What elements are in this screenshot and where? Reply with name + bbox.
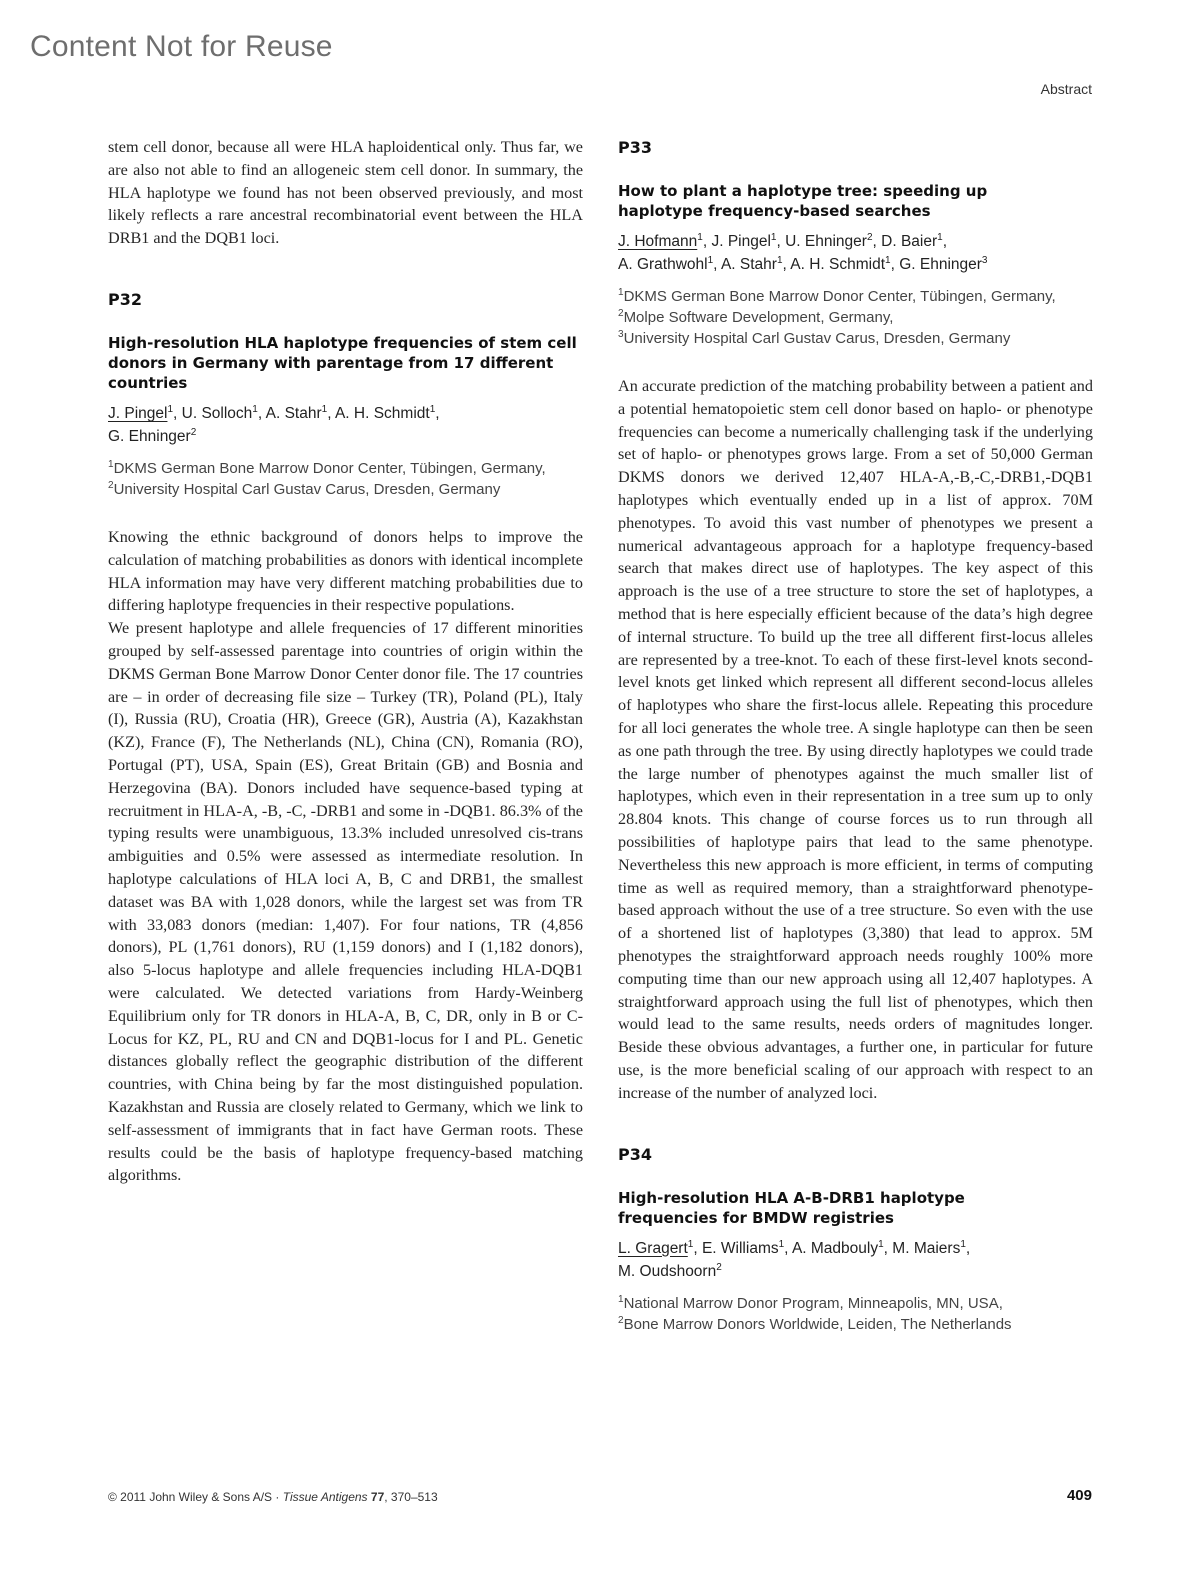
author: D. Baier bbox=[881, 233, 938, 250]
abstract-title: High-resolution HLA haplotype frequencies of stem cell donors in Germany with parentage from 17 different countries bbox=[108, 333, 577, 392]
author: U. Ehninger bbox=[785, 233, 867, 250]
abstract-body bbox=[618, 375, 1093, 1105]
body-paragraph: Knowing the ethnic background of donors helps to improve the calculation of matching probabilities as donors with identical incomplete HLA information may have very different matching probabilities due to differing haplotype frequencies in their respective populations. bbox=[108, 527, 583, 615]
affiliation: National Marrow Donor Program, Minneapolis, MN, USA, bbox=[623, 1294, 1003, 1312]
author: A. H. Schmidt bbox=[790, 256, 886, 273]
author: M. Maiers bbox=[892, 1239, 961, 1257]
affiliation: DKMS German Bone Marrow Donor Center, Tübingen, Germany, bbox=[113, 459, 546, 477]
presenting-author: L. Gragert bbox=[618, 1239, 688, 1257]
affiliations: $^1$DKMS German Bone Marrow Donor Center, Tübingen, Germany, $^2$University Hospital Carl Gustav Carus, Dresden, Germany bbox=[108, 458, 546, 498]
affiliation: Bone Marrow Donors Worldwide, Leiden, The Netherlands bbox=[623, 1315, 1012, 1333]
abstract-number: P34 bbox=[618, 1144, 652, 1164]
author: A. Grathwohl bbox=[618, 256, 708, 273]
body-paragraph: We present haplotype and allele frequencies of 17 different minorities grouped by self-assessed parentage into countries of origin within the DKMS German Bone Marrow Donor Center donor file. The 17 countries are – in order of decreasing file size – Turkey (TR), Poland (PL), Italy (I), Russia (RU), Croatia (HR), Greece (GR), Austria (A), Kazakhstan (KZ), France (F), The Netherlands (NL), China (CN), Romania (RO), Portugal (PT), USA, Spain (ES), Great Britain (GB) and Bosnia and Herzegovina (BA). Donors included have sequence-based typing at recruitment in HLA-A, -B, -C, -DRB1 and some in -DQB1. 86.3% of the typing results were unambiguous, 13.3% included unresolved cis-trans ambiguities and 0.5% were assessed as intermediate resolution. In haplotype calculations of HLA loci A, B, C and DRB1, the smallest dataset was BA with 1,028 donors, while the largest set was from TR with 33,083 donors (median: 1,407). For four nations, TR (4,856 donors), PL (1,761 donors), RU (1,159 donors) and I (1,182 donors), also 5-locus haplotype and allele frequencies including HLA-DQB1 were calculated. We detected variations from Hardy-Weinberg Equilibrium only for TR donors in HLA-A, B, C, DR, only in B or C-Locus for KZ, PL, RU and CN and DQB1-locus for I and PL. Genetic distances globally reflect the geographic distribution of the different countries, with China being by far the most distinguished population. Kazakhstan and Russia are closely related to Germany, which we link to self-assessment of immigrants that in fact have German roots. These results could be the basis of haplotype frequency-based matching algorithms. bbox=[108, 619, 583, 1185]
footer-citation bbox=[108, 1490, 438, 1504]
author: G. Ehninger bbox=[899, 256, 982, 273]
author: A. Madbouly bbox=[791, 1239, 879, 1257]
continuation-text bbox=[108, 136, 583, 250]
author: A. Stahr bbox=[720, 256, 777, 273]
author: M. Oudshoorn bbox=[618, 1262, 717, 1280]
affiliations: $^1$National Marrow Donor Program, Minneapolis, MN, USA, $^2$Bone Marrow Donors Worldwide, Leiden, The Netherlands bbox=[618, 1293, 1012, 1333]
author-list: J. Hofmann$^1$, J. Pingel$^1$, U. Ehninger$^2$, D. Baier$^1$, A. Grathwohl$^1$, A. Stahr$^1$, A. H. Schmidt$^1$, G. Ehninger$^3$ bbox=[618, 231, 988, 273]
journal-volume: 77 bbox=[370, 1490, 385, 1504]
author-list: J. Pingel$^1$, U. Solloch$^1$, A. Stahr$^1$, A. H. Schmidt$^1$, G. Ehninger$^2$ bbox=[108, 403, 440, 445]
watermark: Content Not for Reuse bbox=[30, 30, 333, 63]
author-list: L. Gragert$^1$, E. Williams$^1$, A. Madbouly$^1$, M. Maiers$^1$, M. Oudshoorn$^2$ bbox=[618, 1238, 971, 1280]
abstract-title: High-resolution HLA A-B-DRB1 haplotype frequencies for BMDW registries bbox=[618, 1188, 965, 1227]
body-paragraph: An accurate prediction of the matching probability between a patient and a potential hematopoietic stem cell donor based on haplo- or phenotype frequencies can become a numerically challenging task if the underlying set of haplo- or phenotypes grows large. From a set of 50,000 German DKMS donors we derived 12,407 HLA-A,-B,-C,-DRB1,-DQB1 haplotypes which eventually ended up in a list of approx. 70M phenotypes. To avoid this vast number of phenotypes we present a numerical advantageous approach for a haplotype frequency-based search that makes direct use of haplotypes. The key aspect of this approach is the use of a tree structure to store the set of haplotypes, a method that is here especially efficient because of the data’s high degree of internal structure. To build up the tree all different first-locus alleles are represented by a tree-knot. To each of these first-level knots second-level knots get linked which represent all different second-locus alleles of haplotypes who share the first-locus allele. Repeating this procedure for all loci generates the whole tree. A single haplotype can then be seen as one path through the tree. By using directly haplotypes we could trade the large number of phenotypes against the much smaller list of haplotypes, which even in their representation in a tree sum up to only 28.804 knots. This change of course forces us to run through all possibilities of haplotype pairs that lead to the same phenotype. Nevertheless this new approach is more efficient, in terms of computing time as well as required memory, than a straightforward phenotype-based approach without the use of a tree structure. So even with the use of a shortened list of haplotypes (3,380) that lead to approx. 5M phenotypes the straightforward approach needs roughly 100% more computing time than our new approach using all 12,407 haplotypes. A straightforward approach using the full list of phenotypes, which then would lead to the same results, needs orders of magnitudes longer. Beside these obvious advantages, a further one, in particular for future use, is the more beneficial scaling of our approach with respect to an increase of the number of analyzed loci. bbox=[618, 377, 1093, 1102]
abstract-title: How to plant a haplotype tree: speeding up haplotype frequency-based searches bbox=[618, 182, 988, 220]
abstract-p34 bbox=[618, 1145, 1093, 1335]
running-head: Abstract bbox=[1040, 81, 1092, 97]
affiliation: Molpe Software Development, Germany, bbox=[623, 309, 894, 326]
abstract-body bbox=[108, 526, 583, 1187]
author: G. Ehninger bbox=[108, 427, 191, 445]
copyright: © 2011 John Wiley & Sons A/S · bbox=[108, 1490, 280, 1504]
author: A. H. Schmidt bbox=[334, 404, 430, 422]
abstract-number: P32 bbox=[108, 289, 142, 309]
right-column bbox=[618, 136, 1093, 1335]
continuation-paragraph: stem cell donor, because all were HLA haploidentical only. Thus far, we are also not able to find an allogeneic stem cell donor. In summary, the HLA haplotype we found has not been observed previously, and most likely reflects a rare ancestral recombinatorial event between the HLA DRB1 and the DQB1 loci. bbox=[108, 138, 583, 248]
page-range: , 370–513 bbox=[384, 1490, 438, 1504]
author: J. Pingel bbox=[711, 233, 771, 250]
affiliation: DKMS German Bone Marrow Donor Center, Tübingen, Germany, bbox=[623, 288, 1056, 305]
author: E. Williams bbox=[701, 1239, 779, 1257]
abstract-p33 bbox=[618, 138, 1093, 1105]
presenting-author: J. Hofmann bbox=[618, 233, 698, 250]
page-number: 409 bbox=[1066, 1487, 1092, 1504]
affiliation: University Hospital Carl Gustav Carus, Dresden, Germany bbox=[113, 480, 501, 498]
journal-name: Tissue Antigens bbox=[282, 1490, 368, 1504]
affiliation: University Hospital Carl Gustav Carus, Dresden, Germany bbox=[623, 330, 1011, 347]
left-column bbox=[108, 136, 583, 1187]
presenting-author: J. Pingel bbox=[108, 404, 168, 422]
abstract-number: P33 bbox=[618, 138, 652, 157]
abstract-p32 bbox=[108, 290, 583, 1187]
author: U. Solloch bbox=[181, 404, 253, 422]
affiliations: $^1$DKMS German Bone Marrow Donor Center, Tübingen, Germany, $^2$Molpe Software Development, Germany, $^3$University Hospital Carl Gustav Carus, Dresden, Germany bbox=[618, 287, 1056, 347]
author: A. Stahr bbox=[265, 404, 322, 422]
